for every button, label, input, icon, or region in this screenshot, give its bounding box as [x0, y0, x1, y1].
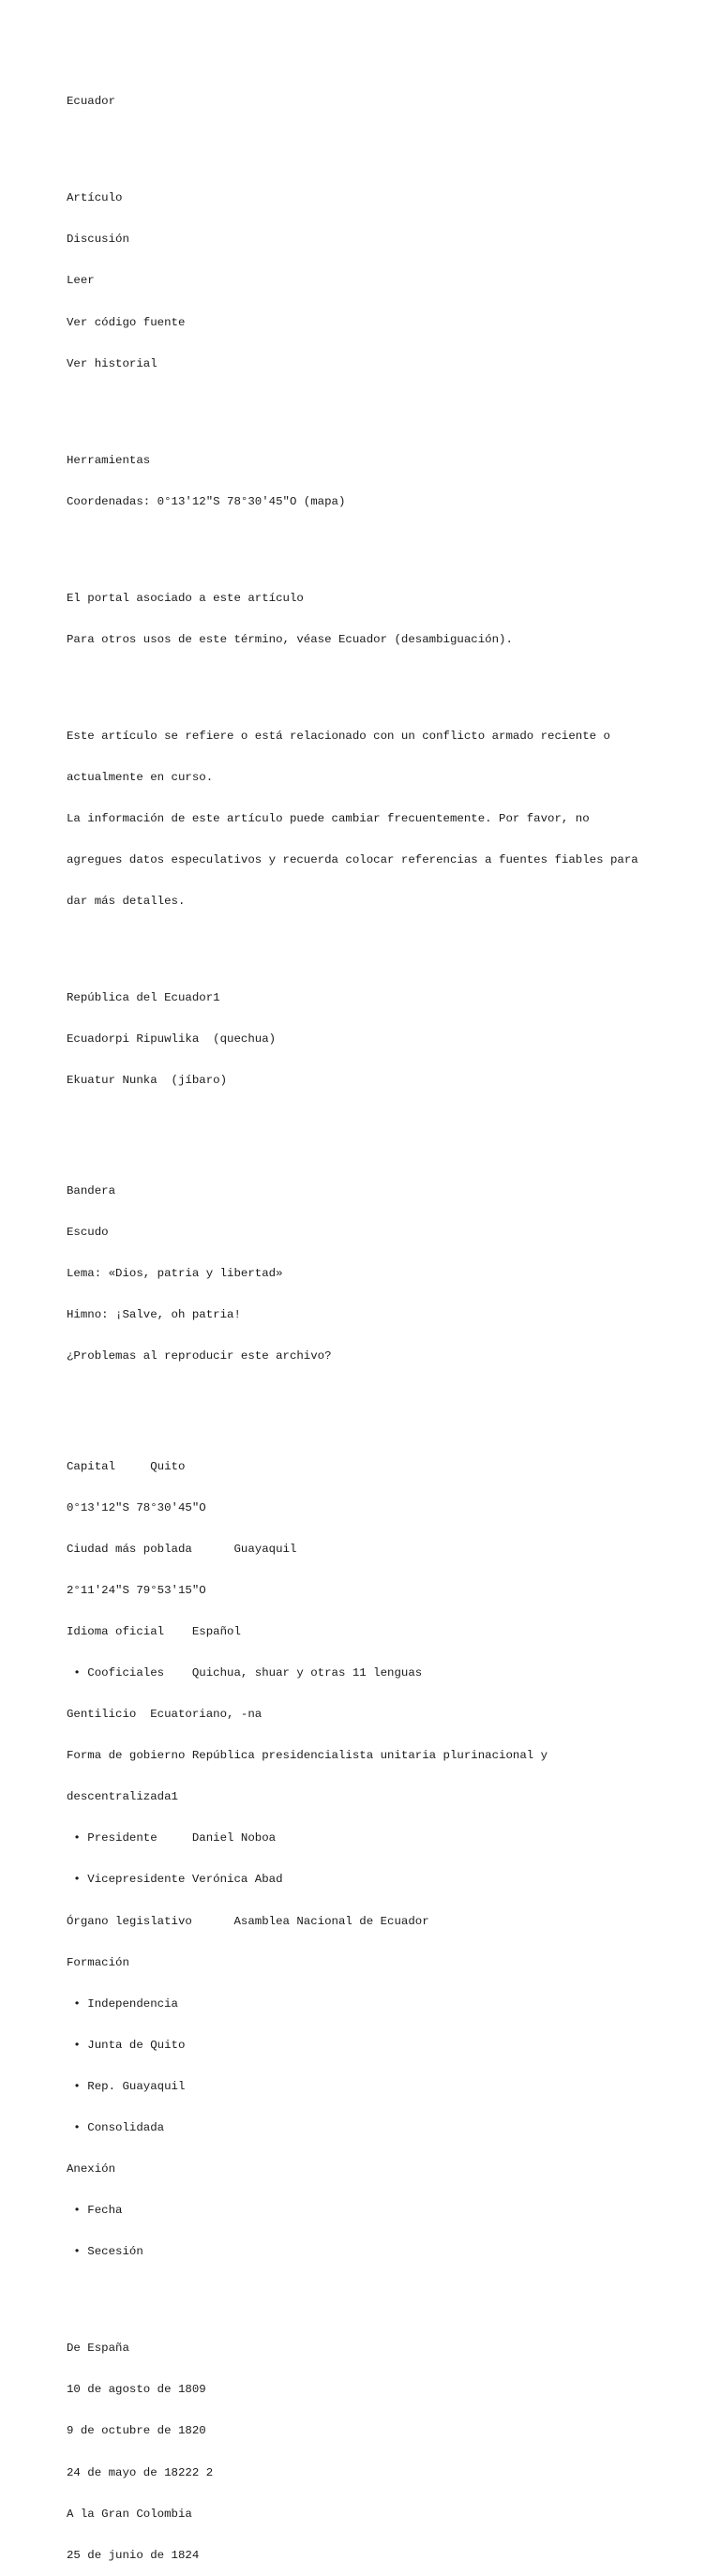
infobox-row: • Presidente Daniel Noboa: [67, 1831, 277, 1845]
date-row: 9 de octubre de 1820: [67, 2424, 206, 2438]
infobox-row: • Consolidada: [67, 2121, 165, 2135]
motto: Lema: «Dios, patria y libertad»: [67, 1266, 283, 1280]
date-row: A la Gran Colombia: [67, 2507, 192, 2521]
infobox-row: Formación: [67, 1955, 129, 1969]
tab-read[interactable]: Leer: [67, 274, 95, 288]
tab-article[interactable]: Artículo: [67, 191, 123, 205]
spacer: [67, 936, 685, 950]
spacer: [67, 674, 685, 688]
official-name: República del Ecuador1: [67, 990, 220, 1004]
conflict-notice-line: Este artículo se refiere o está relacionado con un conflicto armado reciente o: [67, 729, 610, 743]
audio-help-link[interactable]: ¿Problemas al reproducir este archivo?: [67, 1348, 332, 1363]
spacer: [67, 536, 685, 550]
changes-notice-line: La información de este artículo puede cambiar frecuentemente. Por favor, no: [67, 811, 590, 825]
infobox-row: 0°13'12"S 78°30'45"O: [67, 1500, 206, 1514]
infobox-row: Ciudad más poblada Guayaquil: [67, 1542, 297, 1556]
tab-discussion[interactable]: Discusión: [67, 233, 129, 247]
portal-notice[interactable]: El portal asociado a este artículo: [67, 591, 304, 605]
date-row: 25 de junio de 1824: [67, 2548, 200, 2562]
infobox-row: Idioma oficial Español: [67, 1624, 241, 1638]
disambiguation-notice[interactable]: Para otros usos de este término, véase Ecuador (desambiguación).: [67, 632, 513, 646]
infobox-row: • Secesión: [67, 2245, 143, 2259]
spacer: [67, 1391, 685, 1418]
infobox-row: Capital Quito: [67, 1459, 186, 1473]
conflict-notice-line: actualmente en curso.: [67, 770, 214, 784]
coordinates-text[interactable]: Coordenadas: 0°13'12"S 78°30'45"O (mapa): [67, 494, 346, 508]
spacer: [67, 399, 685, 413]
infobox-row: • Independencia: [67, 1996, 178, 2011]
jibaro-name: Ekuatur Nunka (jíbaro): [67, 1073, 228, 1087]
coat-of-arms-label[interactable]: Escudo: [67, 1225, 109, 1239]
changes-notice-line: dar más detalles.: [67, 894, 186, 908]
tools-menu[interactable]: Herramientas: [67, 453, 151, 467]
tab-view-history[interactable]: Ver historial: [67, 356, 158, 370]
spacer: [67, 137, 685, 151]
spacer: [67, 2286, 685, 2300]
infobox-row: Órgano legislativo Asamblea Nacional de Ecuador: [67, 1914, 429, 1928]
date-row: 24 de mayo de 18222 2: [67, 2465, 214, 2479]
infobox-row: descentralizada1: [67, 1790, 178, 1804]
infobox-row: • Junta de Quito: [67, 2038, 186, 2052]
date-row: De España: [67, 2342, 129, 2356]
infobox-row: • Vicepresidente Verónica Abad: [67, 1873, 283, 1887]
date-row: 10 de agosto de 1809: [67, 2383, 206, 2397]
infobox-row: Gentilicio Ecuatoriano, -na: [67, 1708, 262, 1722]
infobox-row: • Fecha: [67, 2204, 123, 2218]
infobox-row: • Rep. Guayaquil: [67, 2079, 186, 2093]
infobox-row: 2°11'24"S 79°53'15"O: [67, 1583, 206, 1597]
anthem[interactable]: Himno: ¡Salve, oh patria!: [67, 1307, 241, 1321]
page-title: Ecuador: [67, 95, 116, 109]
document-body: [67, 68, 685, 2576]
changes-notice-line: agregues datos especulativos y recuerda colocar referencias a fuentes fiables para: [67, 852, 638, 866]
infobox-row: Anexión: [67, 2162, 116, 2177]
infobox-row: • Cooficiales Quichua, shuar y otras 11 lenguas: [67, 1666, 423, 1680]
spacer: [67, 1115, 685, 1142]
quechua-name: Ecuadorpi Ripuwlika (quechua): [67, 1032, 277, 1046]
flag-label[interactable]: Bandera: [67, 1183, 116, 1198]
tab-view-source[interactable]: Ver código fuente: [67, 315, 186, 329]
infobox-row: Forma de gobierno República presidencialista unitaria plurinacional y: [67, 1749, 548, 1763]
